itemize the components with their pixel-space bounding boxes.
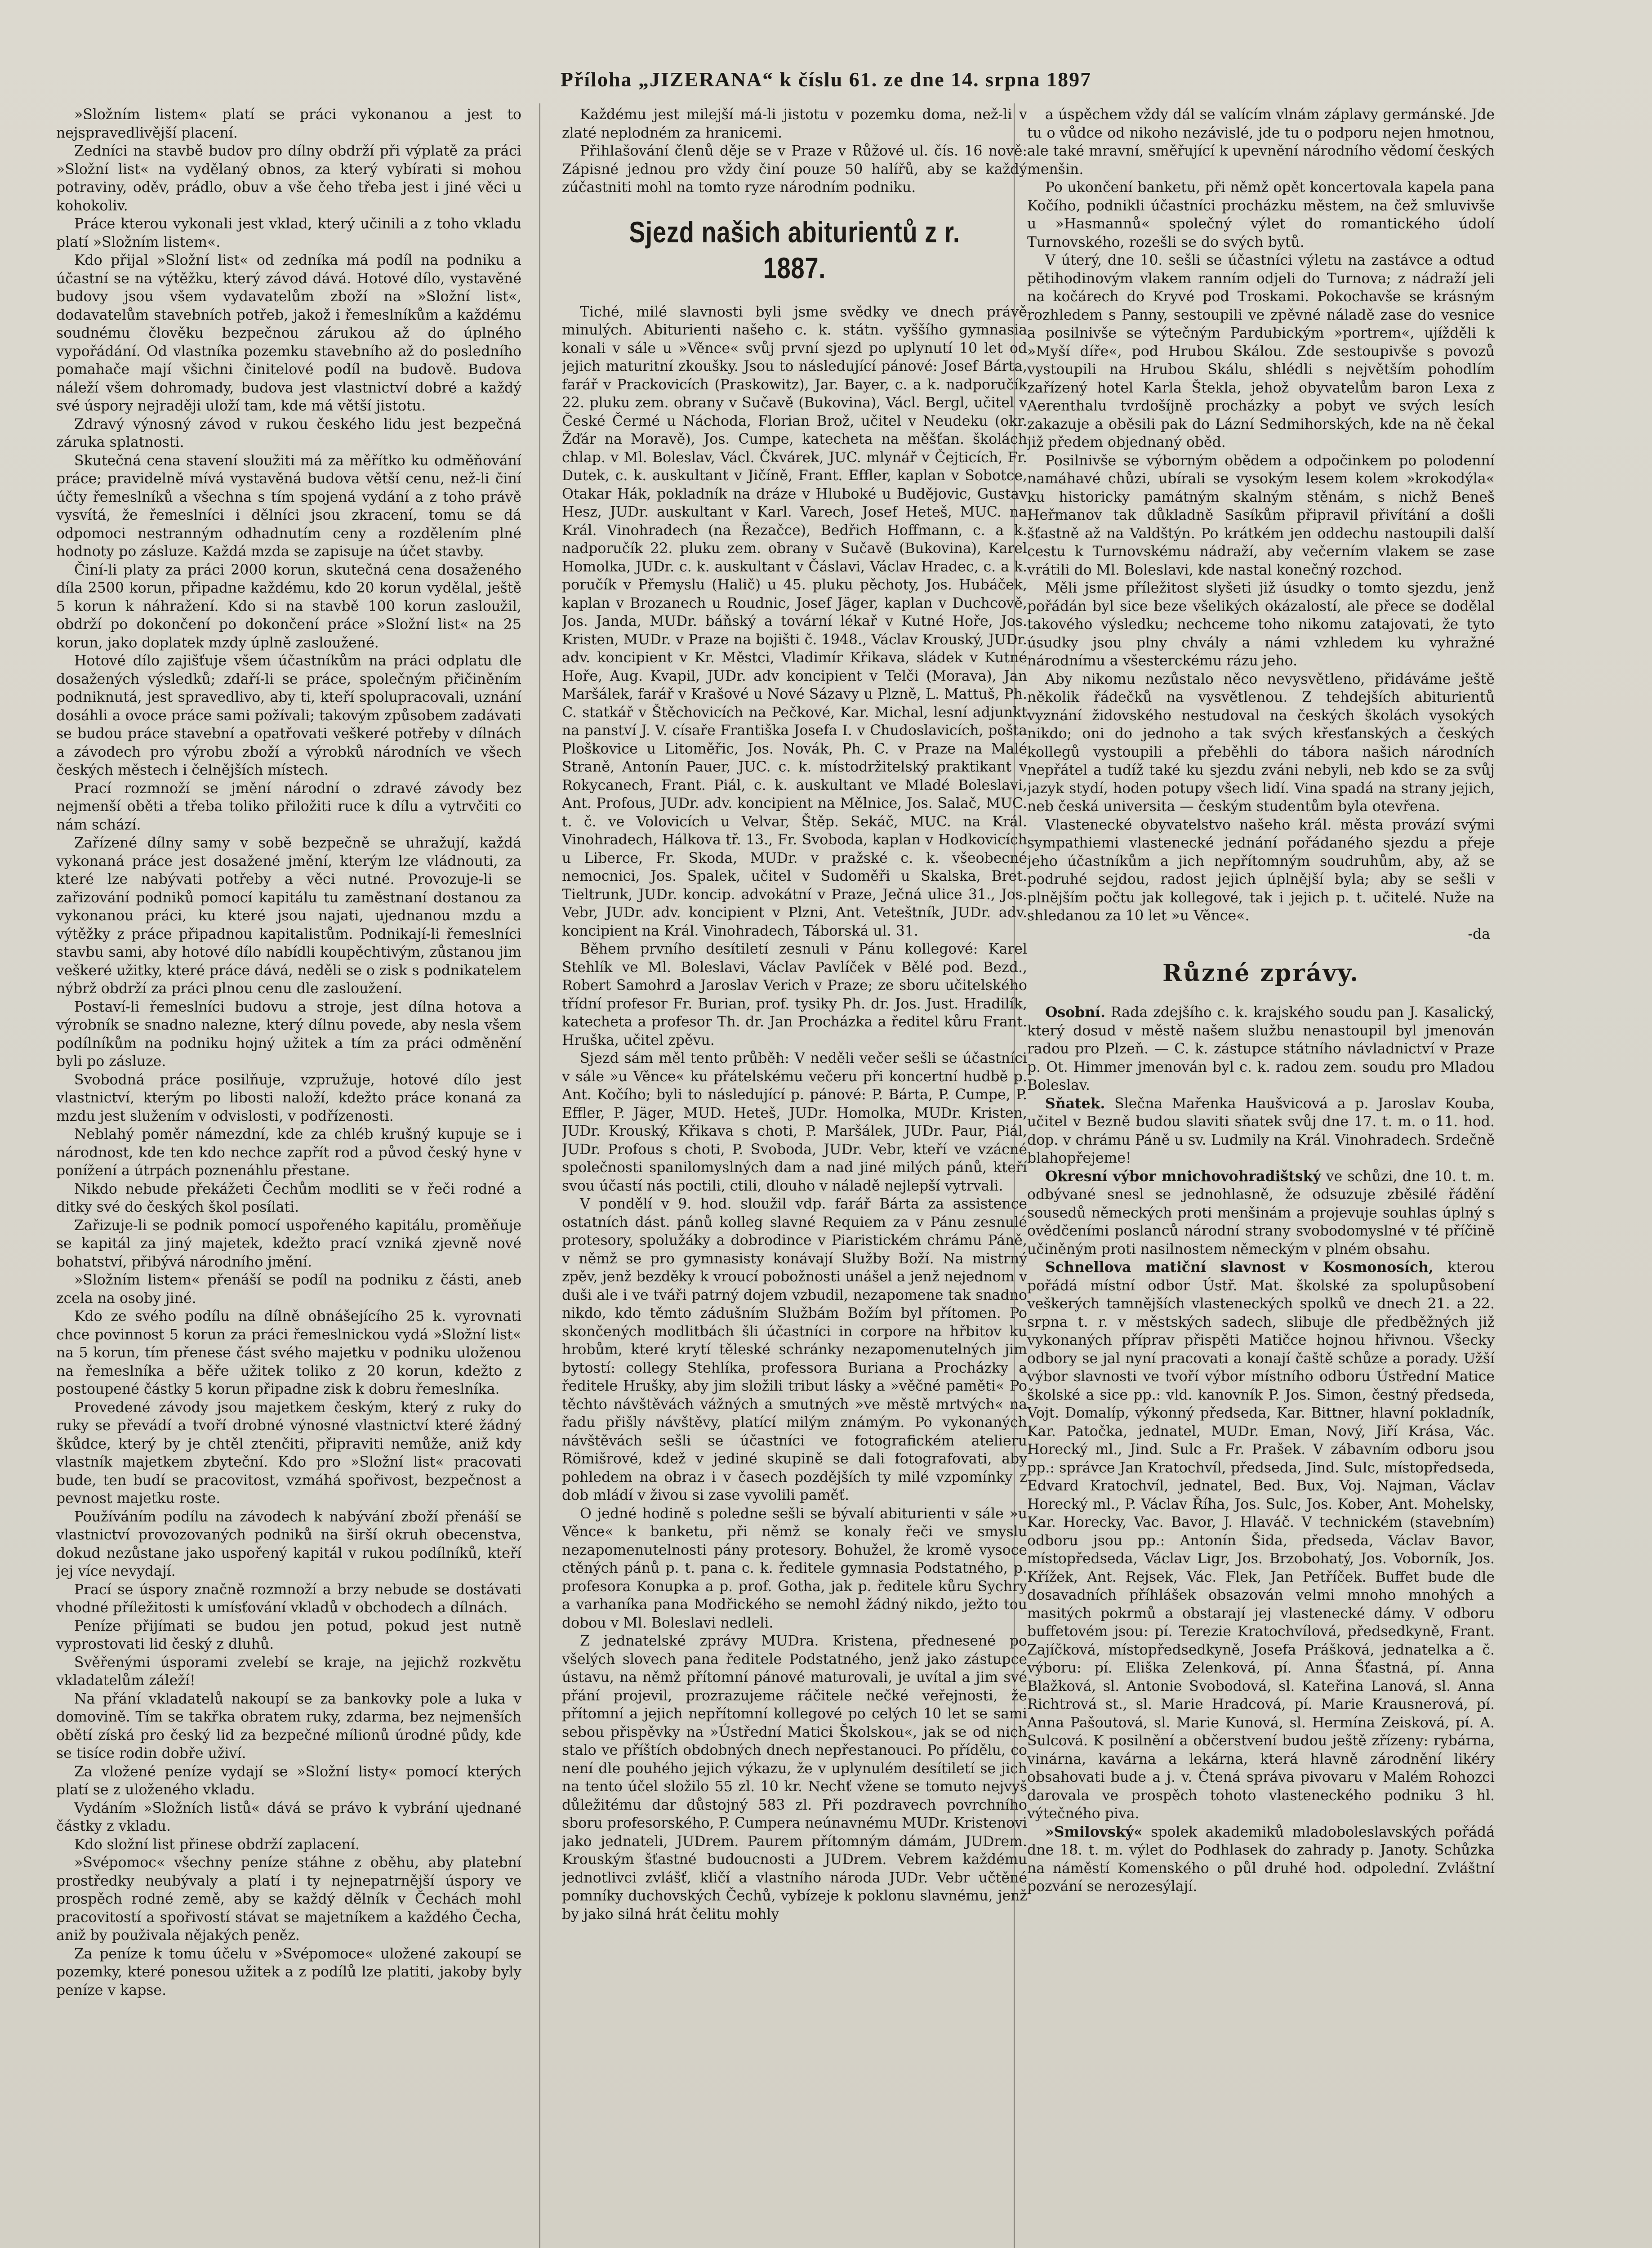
- page-header: Příloha „JIZERANA“ k číslu 61. ze dne 14. srpna 1897: [560, 68, 1092, 91]
- paragraph: Peníze přijímati se budou jen potud, pokud jest nutně vyprostovati lid český z dluhů.: [56, 1618, 521, 1652]
- paragraph: Práce kterou vykonali jest vklad, který učinili a z toho vkladu platí »Složním listem«.: [56, 216, 521, 250]
- paragraph: Prací rozmnoží se jmění národní o zdravé závody bez nejmenší oběti a třeba toliko přiložiti ruce k dílu a vytrvčiti co nám schází.: [56, 780, 521, 833]
- news-item: [1027, 1095, 1495, 1168]
- paragraph: a úspěchem vždy dál se valícím vlnám záplavy germánské. Jde tu o vůdce od nikoho nezávislé, jde tu o podporu nejen hmotnou, ale také mravní, směřující k upevnění národního vědomí českých menšin.: [1027, 107, 1495, 178]
- paragraph: Vlastenecké obyvatelstvo našeho král. města provází svými sympathiemi vlastenecké jednání pořádaného sjezdu a přeje jeho účastníkům a jich nepřítomným soudruhům, aby, až se podruhé sejdou, radost jejich úplnější byla; aby se sešli v plnějším počtu jak kollegové, tak i jejich p. t. učitelé. Nuže na shledanou za 10 let »u Věnce«.: [1027, 816, 1495, 924]
- paragraph: Zařizuje-li se podnik pomocí uspořeného kapitálu, proměňuje se kapitál za jiný majetek, kdežto prací vzniká zjevně nové bohatství, přibývá národního jmění.: [56, 1217, 521, 1270]
- column-divider-1: [539, 103, 540, 2248]
- news-item-lead: Osobní.: [1045, 1004, 1106, 1021]
- paragraph: Za vložené peníze vydají se »Složní listy« pomocí kterých platí se z uloženého vkladu.: [56, 1763, 521, 1798]
- paragraph: V úterý, dne 10. sešli se účastníci výletu na zastávce a odtud pětihodinovým vlakem ranním odjeli do Turnova; z nádraží jeli na kočárech do Kryvé pod Troskami. Pokochavše se krásným rozhledem s Panny, sestoupili ve zpěvné náladě zase do vesnice a posilnivše se výtečným Pardubickým »portrem«, ujížděli k »Myší díře«, pod Hrubou Skálou. Zde sestoupivše s povozů vystoupili na Hrubou Skálu, shlédli s největším pohodlím zařízený hotel Karla Štekla, jehož obyvatelům baron Lexa z Aerenthalu tvrdošíjně procházky a pobyt ve svých lesích zakazuje a oběsili pak do Lázní Sedmihorských, kde na ně čekal již předem objednaný oběd.: [1027, 252, 1495, 450]
- paragraph: Z jednatelské zprávy MUDra. Kristena, přednesené po všelých slovech pana ředitele Podstatného, jenž jako zástupce ústavu, na němž přítomní pánové maturovali, je uvítal a jim své přání projevil, prozrazujeme ráčitele nečké veřejnosti, že přítomní a jejich nepřítomní kollegové po celých 10 let se sami sebou přispěvky na »Ústřední Matici Školskou«, jak se od nich stalo ve příštích obdobných dnech nepřestanouci. Po přídělu, co není dle pouhého jejich výkazu, že v uplynulém desítiletí se jich na tento účel složilo 55 zl. 10 kr. Nechť vžene se tomuto nejvyš důležitému dar důstojný 583 zl. Při pozdravech povrchního sboru profesorského, P. Cumpera neúnavnému MUDr. Kristenovi jako jednateli, JUDrem. Paurem přítomným dámám, JUDrem. Krouským šťastné budoucnosti a JUDrem. Vebrem každému jednotlivci zvlášť, kličí a vlastního národa JUDr. Vebr učtěné pomníky duchovských Čechů, vybízeje k poklonu slavnému, jenž by jako silná hrát čelitu mohly: [562, 1633, 1027, 1922]
- paragraph: Používáním podílu na závodech k nabývání zboží přenáší se vlastnictví provozovaných podniků na širší okruh obecenstva, dokud nezůstane jako uspořený kapitál v rukou podílníků, kteří jej více nevydají.: [56, 1508, 521, 1579]
- paragraph: Posilnivše se výborným obědem a odpočinkem po polodenní namáhavé chůzi, ubírali se vysokým lesem kolem »krokodýla« ku historicky památným skalným stěnám, s nichž Beneš Heřmanov tak důkladně Sasíkům připravil přivítání a došli šťastně až na Valdštýn. Po krátkém jen oddechu nastoupili další cestu k Turnovskému nádraží, aby večerním vlakem se zase vrátili do Ml. Boleslavi, kde nastal konečný rozchod.: [1027, 452, 1495, 578]
- news-item-lead: Schnellova matiční slavnost v Kosmonosích,: [1045, 1259, 1434, 1276]
- paragraph: Sjezd sám měl tento průběh: V neděli večer sešli se účastníci v sále »u Věnce« ku přátelskému večeru při koncertní hudbě p. Ant. Kočího; byli to následující p. pánové: P. Bárta, P. Cumpe, P. Effler, P. Jäger, MUD. Heteš, JUDr. Homolka, MUDr. Kristen, JUDr. Krouský, Křikava s choti, P. Maršálek, JUDr. Paur, Piál, JUDr. Profous s choti, P. Svoboda, JUDr. Vebr, kteří ve vzácné společnosti spanilomyslných dam a nad jiné milých pánů, kteří svou účastí nás poctili, ctili, dlouho v náladě nejlepší vytrvali.: [562, 1050, 1027, 1194]
- news-item-lead: »Smilovský«: [1045, 1823, 1143, 1840]
- paragraph: Provedené závody jsou majetkem českým, který z ruky do ruky se převádí a tvoří drobné výnosné vlastnictví které žádný škůdce, který by je chtěl ztenčiti, připraviti nemůže, aniž kdy vlastník majetkem zbyteční. Kdo pro »Složní list« pracovati bude, ten budí se pracovitost, vzmáhá spořivost, bezpečnost a pevnost majetku roste.: [56, 1399, 521, 1507]
- paragraph: Měli jsme příležitost slyšeti již úsudky o tomto sjezdu, jenž pořádán byl sice beze všelikých okázalostí, ale přece se dodělal takového výsledku; nechceme toho nikomu zatajovati, že tyto úsudky jsou plny chvály a námi vzhledem ku vyhražné národnímu a všesterckému rázu jeho.: [1027, 580, 1495, 669]
- paragraph: Kdo složní list přinese obdrží zaplacení.: [74, 1836, 360, 1853]
- news-list: [1027, 1004, 1495, 1896]
- paragraph: Činí-li platy za práci 2000 korun, skutečná cena dosaženého díla 2500 korun, připadne každému, kdo 20 korun vydělal, ještě 5 korun k náhražení. Kdo si na stavbě 100 korun zasloužil, obdrží po dokončení po dokončení práce »Složní list« na 25 korun, jako doplatek mzdy úplně zasloužené.: [56, 562, 521, 651]
- paragraph: Každému jest milejší má-li jistotu v pozemku doma, než-li v zlaté neplodném za hranicemi.: [562, 107, 1027, 141]
- paragraph: Aby nikomu nezůstalo něco nevysvětleno, přidáváme ještě několik řádečků na vysvětlenou. Z tehdejších abiturientů vyznání židovského nestudoval na českých školách vysokých nikdo; oni do jednoho a tak svých křesťanských a českých kollegů vystoupili a přeběhli do tábora našich národních nepřátel a tudíž také ku sjezdu zváni nebyli, neb kdo se za svůj jazyk stydí, hoden potupy všech lidí. Vina spadá na strany jejich, neb česká universita — českým studentům byla otevřena.: [1027, 671, 1495, 815]
- news-item: [1027, 1823, 1495, 1896]
- news-item-text: kterou pořádá místní odbor Ústř. Mat. školské za spolupůsobení veškerých tamnějších vlasteneckých spolků ve dnech 21. a 22. srpna t. r. v městských sadech, slibuje dle předběžných již vykonaných příprav přispěti Matičce hojnou hřivnou. Všecky odbory se jal nyní pracovati a konají čaště schůze a porady. Užší výbor slavnosti ve tvoří výbor místního odboru Ústřední Matice školské a sice pp.: vld. kanovník P. Jos. Simon, čestný předseda, Vojt. Domalíp, výkonný předseda, Kar. Bittner, hlavní pokladník, Kar. Patočka, jednatel, MUDr. Eman, Nový, Jiří Krása, Vác. Horecký ml., Jind. Sulc a Fr. Prašek. V zábavním odboru jsou pp.: správce Jan Kratochvíl, předseda, Jind. Sulc, místopředseda, Edvard Kratochvíl, jednatel, Bed. Bux, Voj. Najman, Václav Horecký ml., P. Václav Říha, Jos. Sulc, Jos. Kober, Ant. Mohelsky, Kar. Horecky, Vac. Bavor, J. Hlaváč. V technickém (stavebním) odboru jsou pp.: Antonín Šida, předseda, Václav Bavor, místopředseda, Václav Ligr, Jos. Brzobohatý, Jos. Voborník, Jos. Křížek, Ant. Rejsek, Vác. Flek, Jan Petříček. Buffet bude dle dosavadních příhlášek obsazován velmi mnoho mnohých a masitých pokrmů a obstarají jej vlastenecké dámy. V odboru buffetovém jsou: pí. Terezie Kratochvílová, předsedkyně, Frant. Zajíčková, místopředsedkyně, Josefa Prášková, jednatelka a č. výboru: pí. Eliška Zelenková, pí. Anna Šťastná, pí. Anna Blažková, sl. Antonie Svobodová, sl. Kateřina Lanová, sl. Anna Richtrová st., sl. Marie Hradcová, pí. Marie Krausnerová, pí. Anna Pašoutová, sl. Marie Kunová, sl. Hermína Zeisková, pí. A. Sulcová. K posilnění a občerstvení budou ještě zřízeny: rybárna, vinárna, kavárna a lekárna, která hlavně zárodnění likéry obsahovati bude a j. v. Čtená správa pivovaru v Malém Rohozci darovala ve prospěch tohoto vlasteneckého podniku 3 hl. výtečného piva.: [1027, 1259, 1495, 1822]
- column-2-intro: [562, 106, 1027, 197]
- paragraph: Přihlašování členů děje se v Praze v Růžové ul. čís. 16 nově: Zápisné jednou pro vždy činí pouze 50 halířů, aby se každý zúčastniti mohl na tomto ryze národním podniku.: [562, 143, 1027, 196]
- column-2-body: [562, 303, 1027, 1924]
- news-item-text: ve schůzi, dne 10. t. m. odbývané snesl se jednohlasně, že odsuzuje zběsilé řádění sousedů německých proti menšinám a projevuje souhlas úplný s ovědčeními poslanců národní strany svobodomyslné v té příčině učiněným proti nasilnostem německým v plném obsahu.: [1027, 1168, 1495, 1258]
- paragraph: Svobodná práce posilňuje, vzpružuje, hotové dílo jest vlastnictví, kterým po libosti naloží, kdežto práce konaná za mzdu jest služením v odvislosti, v podřízenosti.: [56, 1071, 521, 1124]
- paragraph: Svěřenými úsporami zvelebí se kraje, na jejichž rozkvětu vkladatelům záleží!: [56, 1654, 521, 1689]
- paragraph: Po ukončení banketu, při němž opět koncertovala kapela pana Kočího, podnikli účastníci procházku městem, na čež smluvivše u »Hasmannů« společný výlet do romantického údolí Turnovského, rozešli se do svých bytů.: [1027, 179, 1495, 250]
- news-item-text: spolek akademiků mladoboleslavských pořádá dne 18. t. m. výlet do Podhlasek do zahrady p. Janoty. Schůzka na náměstí Komenského o půl druhé hod. odpolední. Zvláštní pozvání se nerozesýlají.: [1027, 1824, 1495, 1895]
- news-item-lead: Okresní výbor mnichovohradištský: [1045, 1168, 1321, 1185]
- paragraph: Za peníze k tomu účelu v »Svépomoce« uložené zakoupí se pozemky, které ponesou užitek a z podílů lze platiti, jakoby byly peníze v kapse.: [56, 1945, 521, 1998]
- paragraph: Na přání vkladatelů nakoupí se za bankovky pole a luka v domovině. Tím se takřka obratem ruky, zdarma, bez nejmenších obětí získá pro český lid za bezpečné mílionů úrodné půdy, kde se tisíce rodin dobře uživí.: [56, 1690, 521, 1762]
- paragraph: V pondělí v 9. hod. sloužil vdp. farář Bárta za assistence ostatních dást. pánů kolleg slavné Requiem za v Pánu zesnulé protesory, spolužáky a dobrodince v Piaristickém chrámu Páně, v němž se pro gymnasisty konávají Služby Boží. Na mistrný zpěv, jenž bezděky k vroucí pobožnosti unášel a jenž nejednom v duši ale i ve tváři patrný dojem vzbudil, nezapomene tak snadno nikdo, kdo těmto zádušním Službám Božím byl přítomen. Po skončených modlitbách šli účastníci in corpore na hřbitov ku hrobům, které krytí těleské schránky nezapomenutelných jim bytostí: collegy Stehlíka, professora Buriana a Procházky a ředitele Hrušky, aby jim složili tribut lásky a »věčné paměti« Po těchto návštěvách vážných a smutných »ve městě mrtvých« na řadu přišly návštěvy, platící milým známým. Po vykonaných návštěvách sešli se účastníci ve fotografickém atelieru Römišrové, kdež v jediné skupině se dali fotografovati, aby pohledem na obraz i v časech pozdějších ty milé vzpomínky z dob mládí v živou si zase vyvolili paměť.: [562, 1196, 1027, 1503]
- article-signature: -da: [1468, 926, 1490, 942]
- paragraph: Neblahý poměr námezdní, kde za chléb krušný kupuje se i národnost, kde ten kdo nechce zapřít rod a původ český hyne v ponížení a útrpách poznenáhlu přestane.: [56, 1126, 521, 1179]
- paragraph: Zařízené dílny samy v sobě bezpečně se uhražují, každá vykonaná práce jest dosažené jmění, kterým lze vládnouti, za které lze nabývati potřeby a věci nutné. Provozuje-li se zařizování podniků pomocí kapitálu tu zaměstnaní dostanou za vykonanou práci, ku které jsou najati, ujednanou mzdu a výtěžky z práce připadnou kapitalistům. Podnikají-li řemeslníci stavbu sami, aby hotové dílo nabídli koupěchtivým, zůstanou jim veškeré užitky, které práce dává, neděli se o zisk s podnikatelem nýbrž obdrží za práci plnou cenu dle zasloužení.: [56, 835, 521, 997]
- news-item-text: Slečna Mařenka Haušvicová a p. Jaroslav Kouba, učitel v Bezně budou slaviti sňatek svůj dne 17. t. m. o 11. hod. dop. v chrámu Páně u sv. Ludmily na Král. Vinohradech. Srdečně blahopřejeme!: [1027, 1095, 1495, 1166]
- paragraph: Skutečná cena stavení sloužiti má za měřítko ku odměňování práce; pravidelně mívá vystavěná budova větší cenu, než-li činí účty řemeslníků a všechna s tím spojená vydání a z toho právě vysvítá, že řemeslníci i dělníci jsou zkracení, tomu se dá odpomoci nestranným odhadnutím ceny a rozdělením plné hodnoty po zásluze. Každá mzda se zapisuje na účet stavby.: [56, 452, 521, 560]
- paragraph: Během prvního desítiletí zesnuli v Pánu kollegové: Karel Stehlík ve Ml. Boleslavi, Václav Pavlíček v Bělé pod. Bezd., Robert Samohrd a Jaroslav Verich v Praze; ze sboru učitelského třídní profesor Fr. Burian, prof. tysiky Ph. dr. Jos. Just. Hradilík, katecheta a profesor Th. dr. Jan Procházka a ředitel kůru Frant. Hruška, učitel zpěvu.: [562, 941, 1027, 1048]
- column-1: [56, 106, 521, 2248]
- paragraph: Kdo přijal »Složní list« od zedníka má podíl na podniku a účastní se na výtěžku, který závod dává. Hotové dílo, vystavěné budovy jsou všem vydavatelům zboží na »Složní list«, dodavatelům stavebních potřeb, jakož i řemeslníkům a každému soudnému člověku bezpečnou zárukou až do úplného vypořádání. Od vlastníka pozemku stavebního až do posledního pomahače mají všichni činitelové podíl na budově. Budova náleží všem dohromady, budova jest vlastnictví dobré a každý své úspory nejraději uloží tam, kde má větší jistotu.: [56, 252, 521, 414]
- paragraph: »Složním listem« přenáší se podíl na podniku z části, aneb zcela na osoby jiné.: [56, 1272, 521, 1307]
- news-item: [1027, 1168, 1495, 1259]
- paragraph: O jedné hodině s poledne sešli se bývalí abiturienti v sále »u Věnce« k banketu, při němž se konaly řeči ve smyslu nezapomenutelnosti pány protesory. Bohužel, že kromě vysoce ctěných pánů p. t. pana c. k. ředitele gymnasia Podstatného, p. profesora Konupka a p. prof. Gotha, jak p. ředitele kůru Sychry a varhaníka pana Modřického se nemohl žádný nikdo, ježto tou dobou v Ml. Boleslavi nedleli.: [562, 1505, 1027, 1631]
- article-heading-sjezd: Sjezd našich abiturientů z r. 1887.: [629, 215, 960, 285]
- paragraph: Prací se úspory značně rozmnoží a brzy nebude se dostávati vhodné příležitosti k umísťování vkladů v obchodech a dílnách.: [56, 1581, 521, 1616]
- article-heading-ruzne-zpravy: Různé zprávy.: [1162, 959, 1360, 987]
- news-item: [1027, 1258, 1495, 1823]
- paragraph: Tiché, milé slavnosti byli jsme svědky ve dnech právě minulých. Abiturienti našeho c. k. státn. vyššího gymnasia konali v sále u »Věnce« svůj první sjezd po uplynutí 10 let od jejich maturitní zkoušky. Jsou to následující pánové: Josef Bárta, farář v Prackovicích (Praskowitz), Jar. Bayer, c. a k. nadporučík 22. pluku zem. obrany v Sučavě (Bukovina), Václ. Bergl, učitel v České Čermé u Náchoda, Florian Brož, učitel v Neudeku (okr. Žďár na Moravě), Jos. Cumpe, katecheta na měšťan. školách chlap. v Ml. Boleslav, Václ. Čkvárek, JUC. mlynář v Čejticích, Fr. Dutek, c. k. auskultant v Jičíně, Frant. Effler, kaplan v Sobotce, Otakar Hák, pokladník na dráze v Hluboké u Budějovic, Gustav Hesz, JUDr. auskultant v Karl. Varech, Josef Heteš, MUC. na Král. Vinohradech (na Řezačce), Bedřich Hoffmann, c. a k. nadporučík 22. pluku zem. obrany v Sučavě (Bukovina), Karel Homolka, JUDr. c. k. auskultant v Čáslavi, Václav Hradec, c. a k. poručík v Přemyslu (Halič) u 45. pluku pěchoty, Jos. Hubáček, kaplan v Brozanech u Roudnic, Josef Jäger, kaplan v Duchcově, Jos. Janda, MUDr. báňský a tovární lékař v Kutné Hoře, Jos. Kristen, MUDr. v Praze na bojišti č. 1948., Václav Krouský, JUDr. adv. koncipient v Kr. Městci, Vladimír Křikava, sládek v Kutné Hoře, Aug. Kvapil, JUDr. adv koncipient v Telči (Morava), Jan Maršálek, farář v Krašové u Nové Sázavy u Plzně, L. Mattuš, Ph. C. statkář v Štěchovicích na Pečkové, Kar. Michal, lesní adjunkt na panství J. V. císaře Františka Josefa I. v Chudoslavicích, pošta Ploškovice u Litoměřic, Jos. Novák, Ph. C. v Praze na Malé Straně, Antonín Pauer, JUC. c. k. místodržitelský praktikant v Rokycanech, Frant. Piál, c. k. auskultant ve Mladé Boleslavi, Ant. Profous, JUDr. adv. koncipient na Mělnice, Jos. Salač, MUC. t. č. ve Volovicích u Velvar, Štěp. Sekáč, MUC. na Král. Vinohradech, Hálkova tř. 13., Fr. Svoboda, kaplan v Hodkovicích u Liberce, Fr. Skoda, MUDr. v pražské c. k. všeobecné nemocnici, Jos. Spalek, učitel v Sudoměři u Skalska, Bret. Tieltrunk, JUDr. koncip. advokátní v Praze, Ječná ulice 31., Jos. Vebr, JUDr. adv. koncipient v Plzni, Ant. Veteštník, JUDr. adv. koncipient na Král. Vinohradech, Táborská ul. 31.: [562, 303, 1027, 939]
- column-3: [1027, 106, 1495, 2248]
- paragraph: Hotové dílo zajišťuje všem účastníkům na práci odplatu dle dosažených výsledků; zdaří-li se práce, společným přičiněním podniknutá, jest spravedlivo, aby ti, kteří spolupracovali, uznání dosáhli a ovoce práce sami požívali; takovým způsobem zadávati se budou práce stavební a opatřovati veškeré potřeby v dílnách a závodech pro výrobu zboží a výrobků národních ve všech českých městech i čelnějších místech.: [56, 653, 521, 778]
- paragraph: Zdravý výnosný závod v rukou českého lidu jest bezpečná záruka splatnosti.: [56, 416, 521, 450]
- news-item: [1027, 1004, 1495, 1095]
- paragraph: »Svépomoc« všechny peníze stáhne z oběhu, aby platební prostředky neubývaly a platí i ty nejnepatrnější úspory ve prospěch rodné země, aby se každý dělník v Čechách mohl pracovitostí a spořivostí stávat se majetníkem a každého Čecha, aniž by použivala nějakých peněz.: [56, 1855, 521, 1944]
- paragraph: Vydáním »Složních listů« dává se právo k vybrání ujednané částky z vkladu.: [56, 1800, 521, 1834]
- paragraph: Postaví-li řemeslníci budovu a stroje, jest dílna hotova a výrobník se snadno nalezne, který dílnu povede, aby nesla všem podílníkům na podniku hojný užitek a tím za práci odměnění byli po zásluze.: [56, 999, 521, 1070]
- news-item-lead: Sňatek.: [1045, 1095, 1105, 1112]
- paragraph: Kdo ze svého podílu na dílně obnášejícího 25 k. vyrovnati chce povinnost 5 korun za práci řemeslnickou vydá »Složní list« na 5 korun, tím přenese část svého majetku v podniku uloženou na řemeslníka a běře užitek toliko z 20 korun, kdežto z postoupené částky 5 korun připadne zisk k dobru řemeslníka.: [56, 1308, 521, 1397]
- column-2: [562, 106, 1027, 2248]
- paragraph: »Složním listem« platí se práci vykonanou a jest to nejspravedlivější placení.: [56, 107, 521, 141]
- paragraph: Nikdo nebude překážeti Čechům modliti se v řeči rodné a ditky své do českých škol posílati.: [56, 1181, 521, 1215]
- paragraph: Zedníci na stavbě budov pro dílny obdrží při výplatě za práci »Složní list« na vydělaný obnos, za který vybírati si mohou potraviny, oděv, prádlo, obuv a vše čeho třeba jest i jiné věci u kohokoliv.: [56, 143, 521, 214]
- news-item-text: Rada zdejšího c. k. krajského soudu pan J. Kasalický, který dosud v městě našem službu nenastoupil byl jmenován radou pro Plzeň. — C. k. zástupce státního návladnictví v Praze p. Ot. Himmer jmenován byl c. k. radou zem. soudu pro Mladou Boleslav.: [1027, 1004, 1495, 1093]
- column-3-body: [1027, 106, 1495, 925]
